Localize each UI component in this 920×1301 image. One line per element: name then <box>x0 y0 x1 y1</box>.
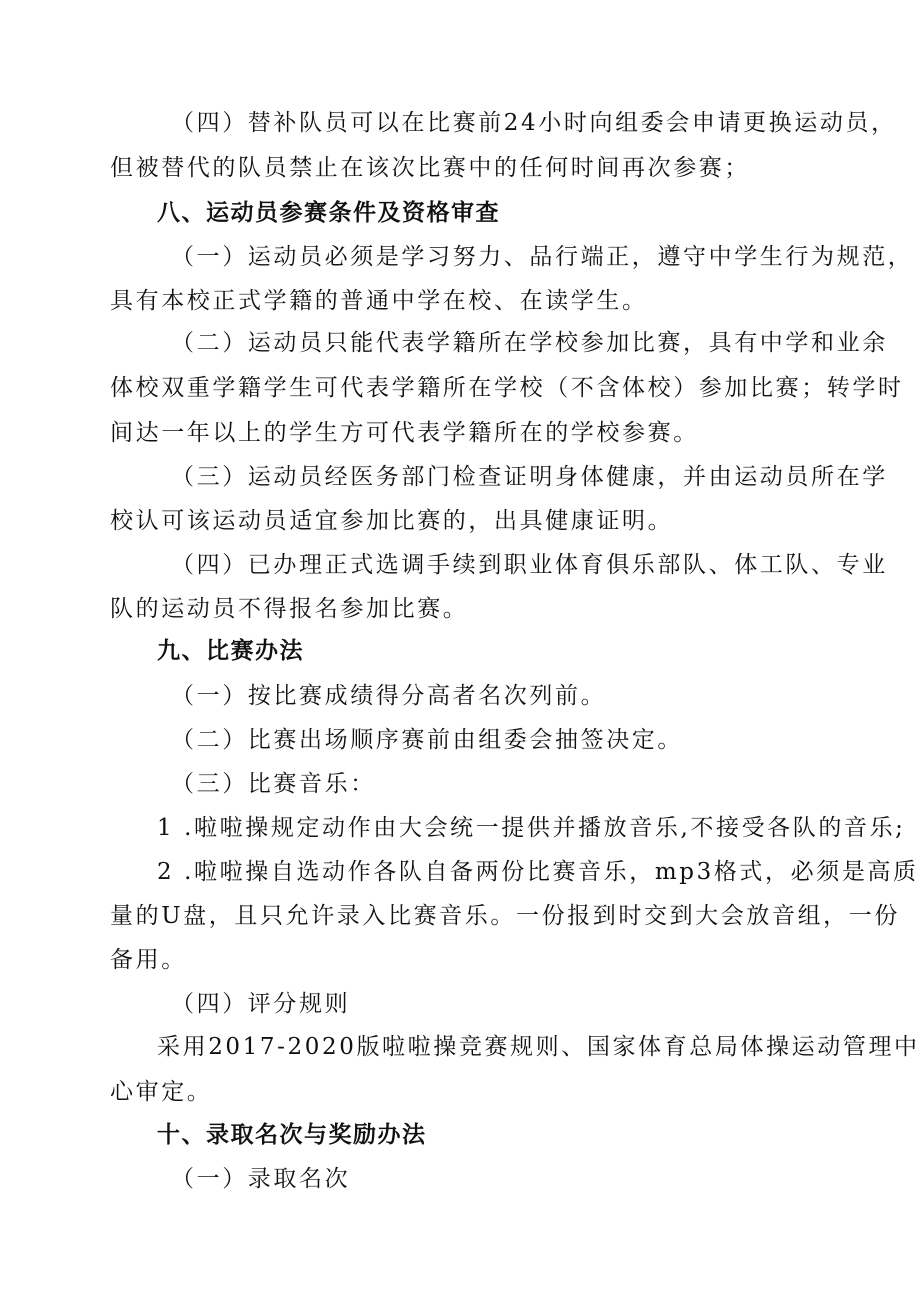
section-heading: 八、运动员参赛条件及资格审查 <box>157 200 500 226</box>
paragraph-line: （三）运动员经医务部门检查证明身体健康，并由运动员所在学 <box>171 464 888 490</box>
paragraph-line: （四）已办理正式选调手续到职业体育俱乐部队、体工队、专业 <box>171 552 888 578</box>
paragraph-line: 体校双重学籍学生可代表学籍所在学校（不含体校）参加比赛；转学时 <box>110 375 904 401</box>
paragraph-line: （四）替补队员可以在比赛前24小时向组委会申请更换运动员， <box>171 110 897 136</box>
paragraph-line: （一）按比赛成绩得分高者名次列前。 <box>171 683 607 709</box>
section-heading: 九、比赛办法 <box>157 638 304 664</box>
paragraph-line: （一）录取名次 <box>171 1166 351 1192</box>
paragraph-line: 1 .啦啦操规定动作由大会统一提供并播放音乐,不接受各队的音乐; <box>157 815 906 841</box>
paragraph-line: （二）比赛出场顺序赛前由组委会抽签决定。 <box>171 727 683 753</box>
paragraph-line: 校认可该运动员适宜参加比赛的，出具健康证明。 <box>110 508 674 534</box>
paragraph-line: 具有本校正式学籍的普通中学在校、在读学生。 <box>110 288 648 314</box>
paragraph-line: 但被替代的队员禁止在该次比赛中的任何时间再次参赛； <box>110 155 750 181</box>
paragraph-line: 采用2017-2020版啦啦操竞赛规则、国家体育总局体操运动管理中 <box>157 1034 920 1060</box>
paragraph-line: （一）运动员必须是学习努力、品行端正，遵守中学生行为规范， <box>171 244 914 270</box>
paragraph-line: 2 .啦啦操自选动作各队自备两份比赛音乐，mp3格式，必须是高质 <box>157 859 919 885</box>
paragraph-line: （二）运动员只能代表学籍所在学校参加比赛，具有中学和业余 <box>171 330 888 356</box>
paragraph-line: 间达一年以上的学生方可代表学籍所在的学校参赛。 <box>110 420 699 446</box>
section-heading: 十、录取名次与奖励办法 <box>157 1122 427 1148</box>
paragraph-line: 量的U盘，且只允许录入比赛音乐。一份报到时交到大会放音组，一份 <box>110 903 900 929</box>
paragraph-line: （三）比赛音乐： <box>171 771 376 797</box>
paragraph-line: （四）评分规则 <box>171 991 351 1017</box>
paragraph-line: 心审定。 <box>110 1079 213 1105</box>
paragraph-line: 备用。 <box>110 947 187 973</box>
paragraph-line: 队的运动员不得报名参加比赛。 <box>110 596 469 622</box>
